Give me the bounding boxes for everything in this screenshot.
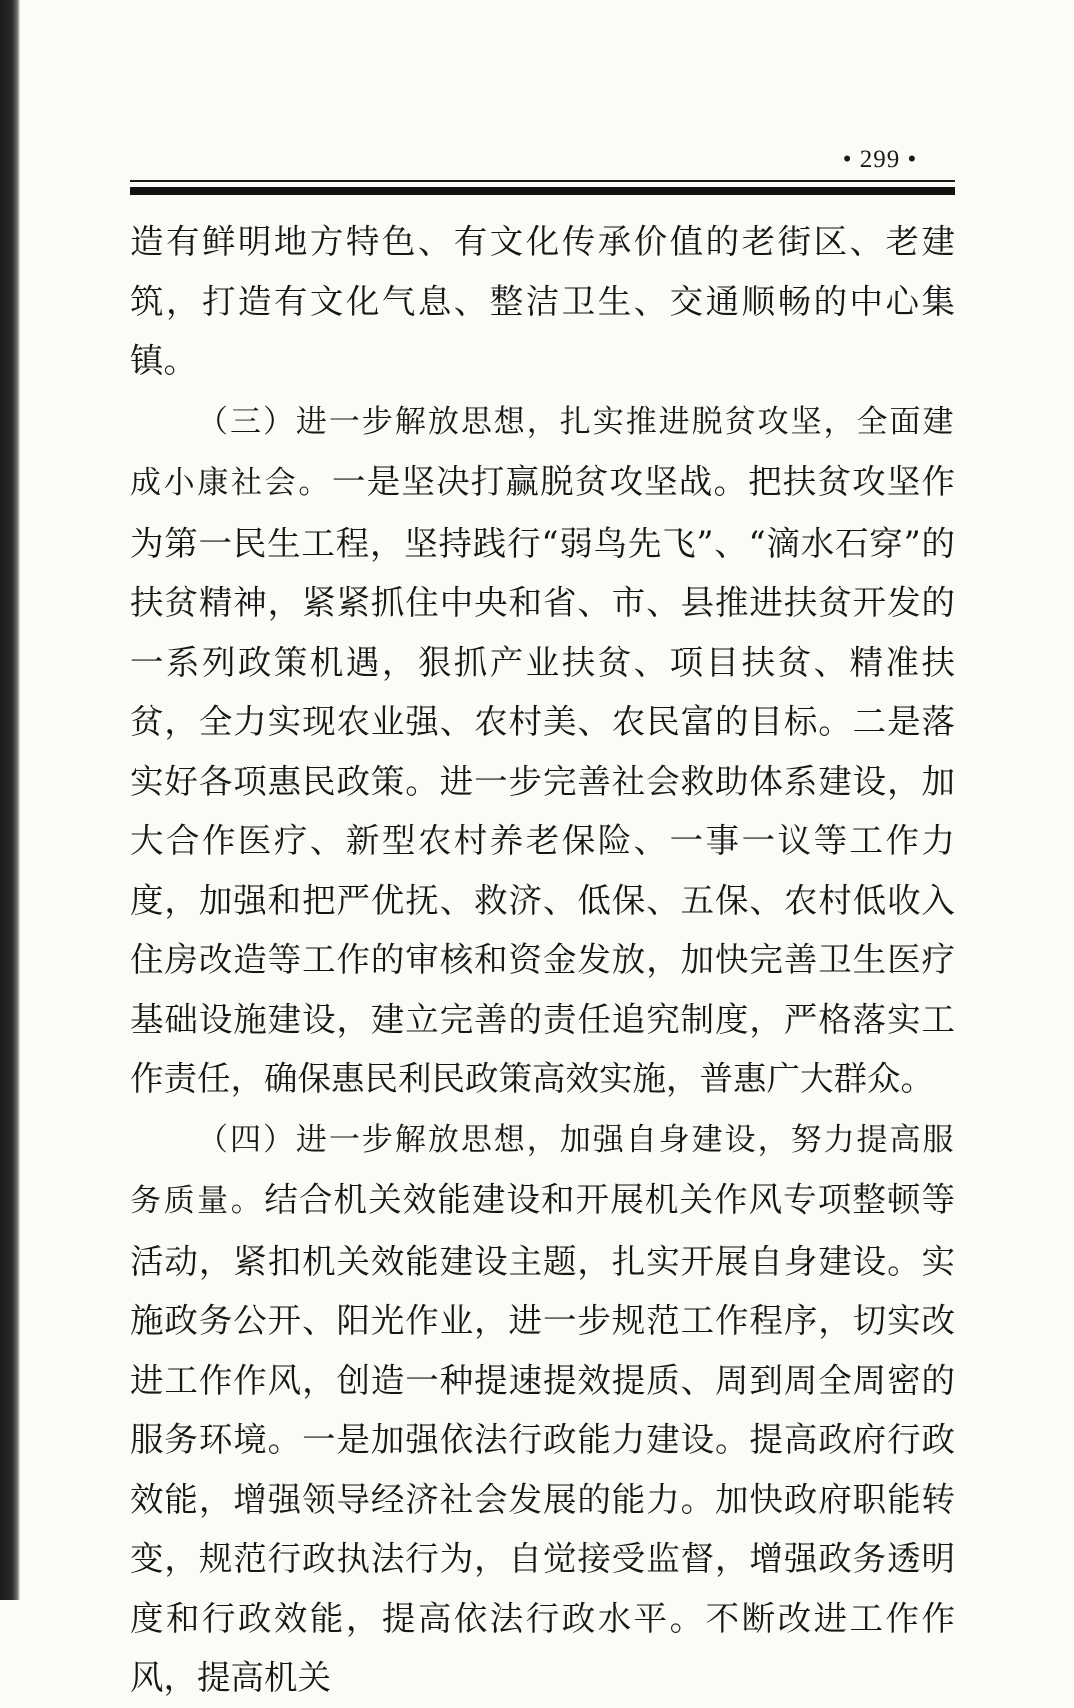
paragraph-text: 造有鲜明地方特色、有文化传承价值的老街区、老建筑，打造有文化气息、整洁卫生、交通顺畅的中心集镇。 <box>130 222 955 380</box>
body-text <box>130 212 955 1708</box>
scan-binding-edge <box>0 0 20 1600</box>
section-heading: （四）进一步解放思想，加强自身建设，努力提高服务质量。 <box>130 1121 955 1219</box>
paragraph-continuation <box>130 212 955 391</box>
header-rule-thick <box>130 187 955 195</box>
paragraph-text: 一是坚决打赢脱贫攻坚战。把扶贫攻坚作为第一民生工程，坚持践行“弱鸟先飞”、“滴水石穿”的扶贫精神，紧紧抓住中央和省、市、县推进扶贫开发的一系列政策机遇，狠抓产业扶贫、项目扶贫、精准扶贫，全力实现农业强、农村美、农民富的目标。二是落实好各项惠民政策。进一步完善社会救助体系建设，加大合作医疗、新型农村养老保险、一事一议等工作力度，加强和把严优抚、救济、低保、五保、农村低收入住房改造等工作的审核和资金发放，加快完善卫生医疗基础设施建设，建立完善的责任追究制度，严格落实工作责任，确保惠民利民政策高效实施，普惠广大群众。 <box>130 462 956 1098</box>
paragraph-text: 结合机关效能建设和开展机关作风专项整顿等活动，紧扣机关效能建设主题，扎实开展自身建设。实施政务公开、阳光作业，进一步规范工作程序，切实改进工作作风，创造一种提速提效提质、周到周全周密的服务环境。一是加强依法行政能力建设。提高政府行政效能，增强领导经济社会发展的能力。加快政府职能转变，规范行政执法行为，自觉接受监督，增强政务透明度和行政效能，提高依法行政水平。不断改进工作作风，提高机关 <box>130 1180 956 1697</box>
paragraph-section-3 <box>130 391 955 1109</box>
section-heading: （三）进一步解放思想，扎实推进脱贫攻坚，全面建成小康社会。 <box>130 403 955 501</box>
page-number: • 299 • <box>842 146 918 173</box>
paragraph-section-4 <box>130 1109 955 1708</box>
header-rule-thin <box>130 180 955 182</box>
